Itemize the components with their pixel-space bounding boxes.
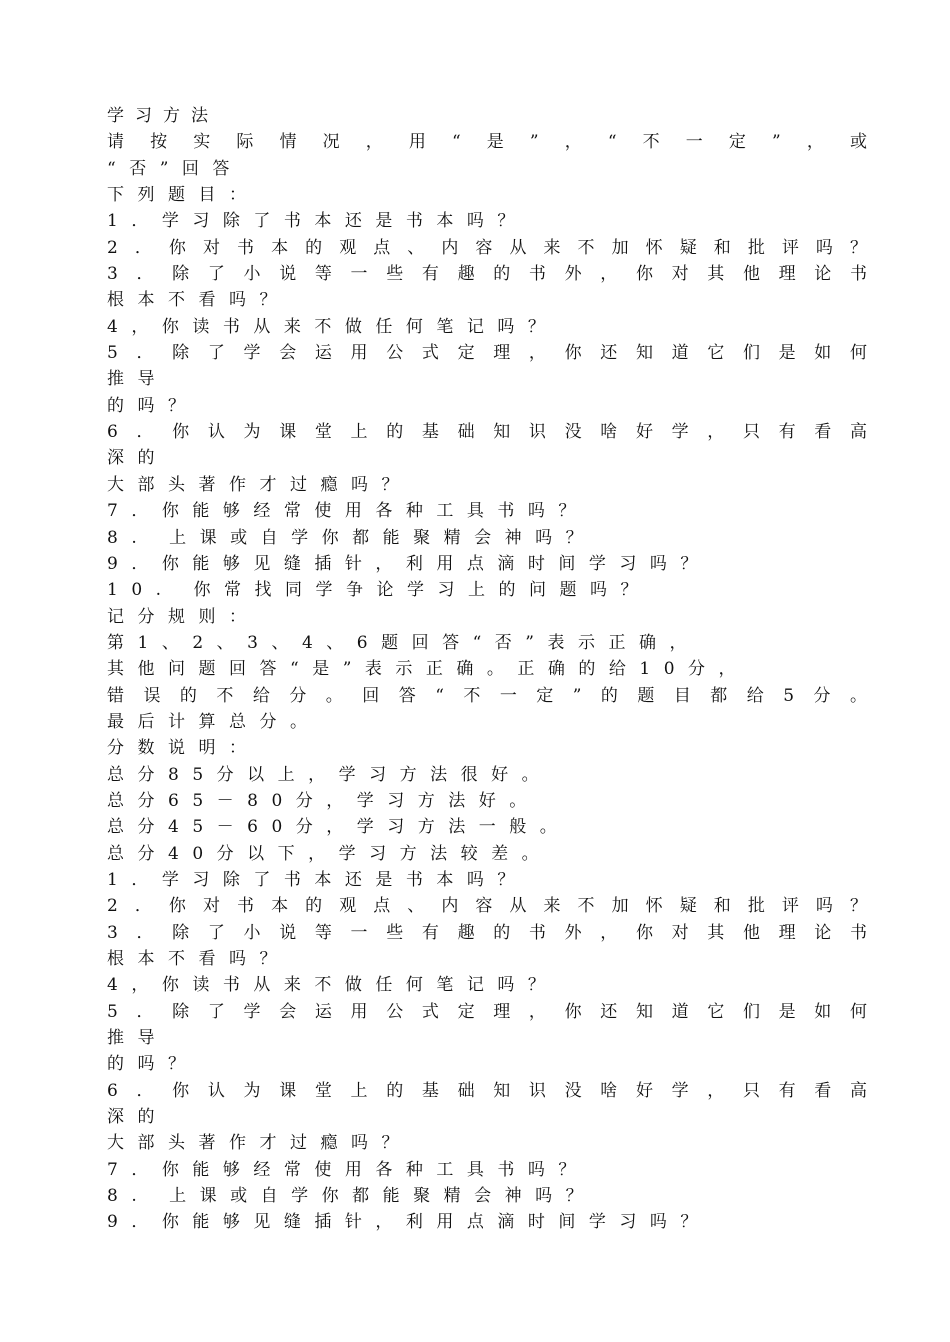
question-line: 推导 [107,1028,168,1049]
question-line: 大部头著作才过瘾吗？ [107,474,412,495]
question-line: 5​．​除​了​学​会​运​用​公​式​定​理​，​你​还​知​道​它​们​是​如​何 [107,343,867,364]
rule-line: 最后计算总分。 [107,711,321,732]
question-line: 9．你能够见缝插针，利用点滴时间学习吗？ [107,553,711,574]
question-line: 1．学习除了书本还是书本吗？ [107,869,528,890]
rule-line: 第1、2、3、4、6题回答“否”表示正确， [107,632,700,653]
question-line: 7．你能够经常使用各种工具书吗？ [107,501,589,522]
score-line: 总分85分以上，学习方法很好。 [107,764,553,785]
question-line: 10. 你常找同学争论学习上的问题吗？ [107,580,651,601]
section-heading: 记分规则： [107,606,260,627]
question-line: 大部头著作才过瘾吗？ [107,1133,412,1154]
section-heading: 分数说明： [107,738,260,759]
question-line: 9．你能够见缝插针，利用点滴时间学习吗？ [107,1212,711,1233]
rule-line: 其他问题回答“是”表示正确。正确的给10分， [107,659,750,680]
rule-line: 错​误​的​不​给​分​。​回​答​“​不​一​定​”​的​题​目​都​给​5​分​。 [107,685,867,706]
question-line: 深的 [107,448,168,469]
document-body [107,103,867,1236]
question-line: 6​．​你​认​为​课​堂​上​的​基​础​知​识​没​啥​好​学​，​只​有​看​高 [107,1080,867,1101]
question-line: 深的 [107,1107,168,1128]
question-line: 的吗？ [107,395,199,416]
question-line: 2​．​你​对​书​本​的​观​点​、​内​容​从​来​不​加​怀​疑​和​批​评​吗​？ [107,237,867,258]
doc-line: 请​按​实​际​情​况​，​用​“​是​”​，​“​不​一​定​”​，​或 [107,132,867,153]
question-line: 3​．​除​了​小​说​等​一​些​有​趣​的​书​外​，​你​对​其​他​理​论​书 [107,922,867,943]
question-line: 的吗？ [107,1054,199,1075]
question-line: 1．学习除了书本还是书本吗？ [107,211,528,232]
question-line: 推导 [107,369,168,390]
score-line: 总分65－80分，学习方法好。 [107,790,540,811]
doc-title: 学习方法 [107,106,219,126]
question-line: 4，你读书从来不做任何笔记吗？ [107,975,559,996]
doc-line: 下列题目： [107,185,260,206]
question-line: 根本不看吗？ [107,290,290,311]
question-line: 6​．​你​认​为​课​堂​上​的​基​础​知​识​没​啥​好​学​，​只​有​看​高 [107,422,867,443]
score-line: 总分40分以下，学习方法较差。 [107,843,553,864]
question-line: 2​．​你​对​书​本​的​观​点​、​内​容​从​来​不​加​怀​疑​和​批​评​吗​？ [107,896,867,917]
question-line: 4，你读书从来不做任何笔记吗？ [107,316,559,337]
question-line: 根本不看吗？ [107,949,290,969]
doc-line: “否”回答 [107,158,243,179]
question-line: 5​．​除​了​学​会​运​用​公​式​定​理​，​你​还​知​道​它​们​是​如​何 [107,1001,867,1022]
score-line: 总分45－60分，学习方法一般。 [107,817,571,838]
question-line: 7．你能够经常使用各种工具书吗？ [107,1159,589,1180]
question-line: 8. 上课或自学你都能聚精会神吗？ [107,1186,597,1207]
question-line: 3​．​除​了​小​说​等​一​些​有​趣​的​书​外​，​你​对​其​他​理​论​书 [107,264,867,285]
question-line: 8. 上课或自学你都能聚精会神吗？ [107,527,597,548]
